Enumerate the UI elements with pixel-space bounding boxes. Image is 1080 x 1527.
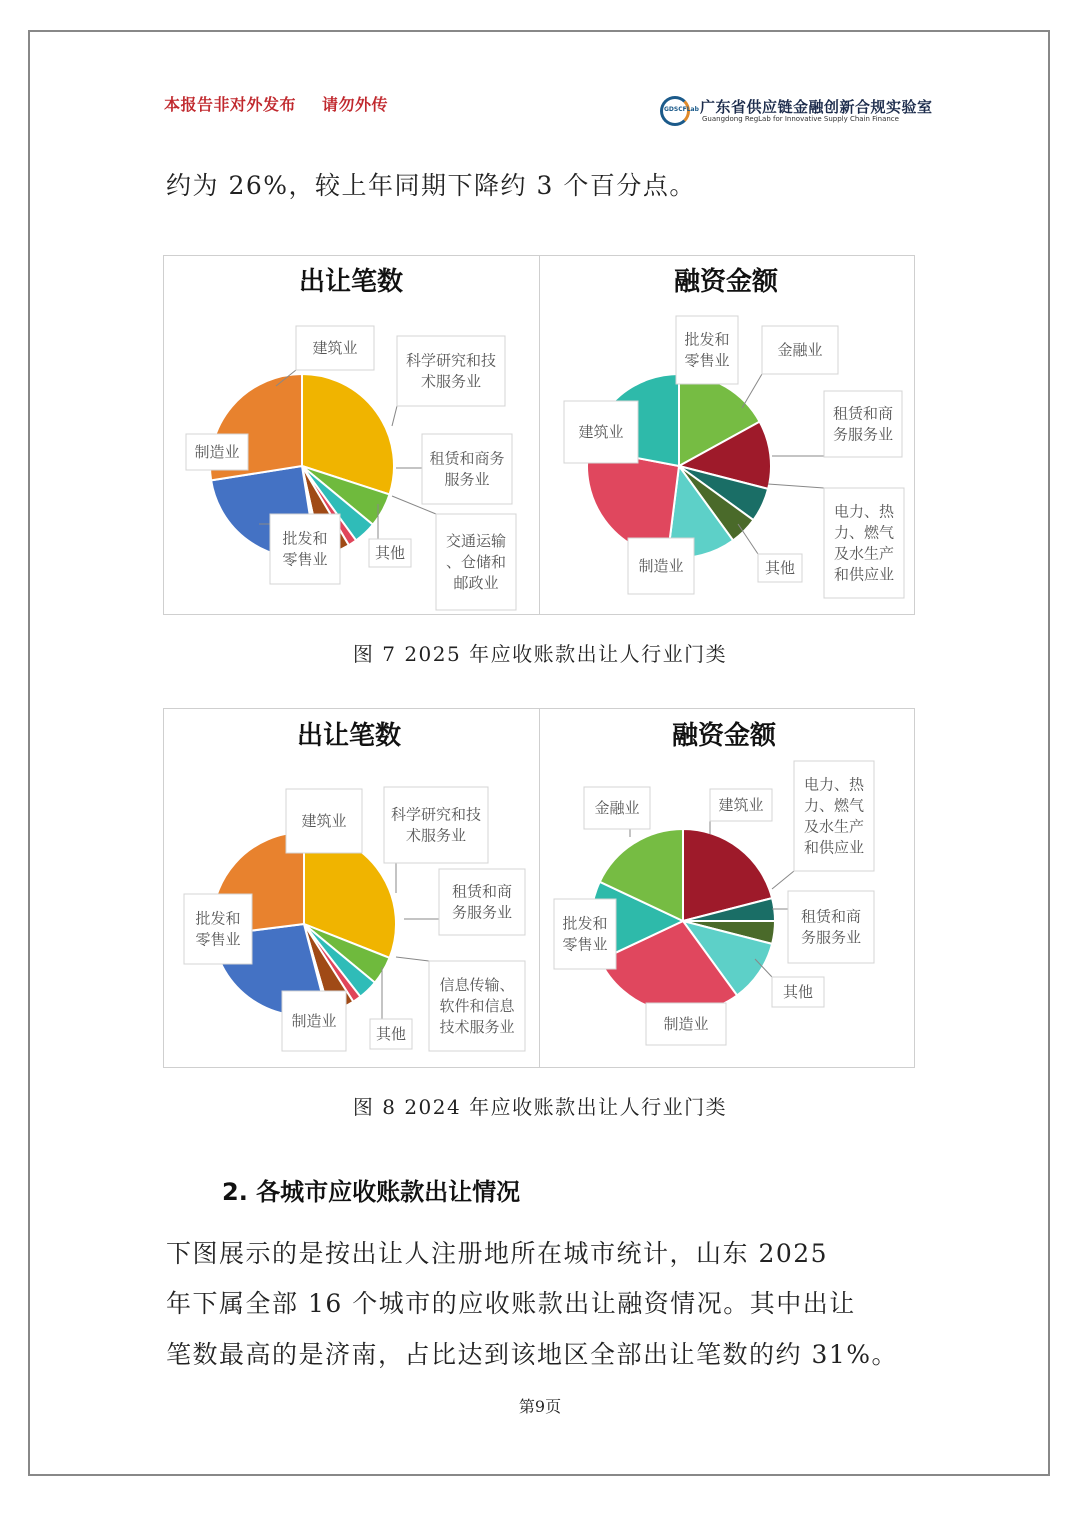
confidential-notice bbox=[164, 92, 388, 115]
pie-chart-4 bbox=[554, 720, 874, 1045]
paragraph-line-3: 笔数最高的是济南，占比达到该地区全部出让笔数的约 31%。 bbox=[166, 1340, 899, 1369]
label-box bbox=[676, 316, 738, 384]
figure-8-charts bbox=[164, 709, 916, 1069]
slice-label: 其他 bbox=[374, 544, 406, 562]
chart-title: 出让笔数 bbox=[296, 721, 402, 751]
logo-mark-text: GDSCFLab bbox=[664, 106, 699, 113]
slice-label: 建筑业 bbox=[312, 339, 358, 357]
slice-label: 制造业 bbox=[194, 443, 240, 461]
slice-label: 交通运输、仓储和邮政业 bbox=[445, 532, 507, 592]
label-box bbox=[439, 869, 525, 935]
slice-label: 其他 bbox=[764, 559, 796, 577]
chart-title: 出让笔数 bbox=[298, 267, 404, 297]
label-leader bbox=[392, 406, 397, 426]
chart-title: 融资金额 bbox=[673, 267, 779, 297]
slice-label: 信息传输、软件和信息技术服务业 bbox=[439, 976, 515, 1036]
label-leader bbox=[772, 871, 794, 889]
label-box bbox=[824, 391, 902, 457]
figure-8-caption: 图 8 2024 年应收账款出让人行业门类 bbox=[352, 1095, 728, 1119]
pie-chart-1 bbox=[186, 267, 516, 610]
logo-name-en: Guangdong RegLab for Innovative Supply Chain Finance bbox=[702, 115, 899, 123]
paragraph-line-1: 下图展示的是按出让人注册地所在城市统计，山东 2025 bbox=[166, 1239, 829, 1268]
slice-label: 批发和零售业 bbox=[195, 909, 241, 949]
slice-label: 其他 bbox=[782, 983, 814, 1001]
slice-label: 建筑业 bbox=[301, 812, 347, 830]
label-box bbox=[384, 787, 488, 863]
label-box bbox=[554, 899, 616, 969]
slice-label: 科学研究和技术服务业 bbox=[405, 351, 497, 391]
logo-name-zh: 广东省供应链金融创新合规实验室 bbox=[700, 98, 933, 116]
slice-label: 其他 bbox=[375, 1025, 407, 1043]
slice-label: 批发和零售业 bbox=[562, 914, 608, 954]
lab-logo bbox=[660, 96, 933, 128]
pie-chart-2 bbox=[564, 266, 904, 598]
slice-label: 租赁和商务服务业 bbox=[832, 404, 894, 444]
notice-left: 本报告非对外发布 bbox=[164, 95, 297, 114]
slice-label: 电力、热力、燃气及水生产和供应业 bbox=[803, 775, 865, 857]
slice-label: 金融业 bbox=[594, 799, 640, 817]
label-leader bbox=[396, 957, 429, 961]
label-leader bbox=[742, 374, 762, 408]
label-leader bbox=[738, 524, 758, 554]
figure-7-charts bbox=[164, 256, 916, 616]
section-heading: 2. 各城市应收账款出让情况 bbox=[222, 1178, 521, 1206]
slice-label: 租赁和商务服务业 bbox=[800, 907, 862, 947]
label-box bbox=[184, 894, 252, 964]
slice-label: 制造业 bbox=[291, 1012, 337, 1030]
slice-label: 建筑业 bbox=[578, 423, 624, 441]
label-box bbox=[397, 336, 505, 406]
slice-label: 租赁和商务服务业 bbox=[451, 882, 513, 922]
figure-7-caption: 图 7 2025 年应收账款出让人行业门类 bbox=[352, 642, 728, 666]
page-number: 第9页 bbox=[518, 1397, 562, 1416]
pie-chart-3 bbox=[184, 721, 525, 1051]
label-leader bbox=[768, 484, 824, 488]
chart-title: 融资金额 bbox=[671, 721, 777, 751]
slice-label: 制造业 bbox=[663, 1015, 709, 1033]
label-box bbox=[788, 891, 874, 963]
slice-label: 科学研究和技术服务业 bbox=[390, 805, 482, 845]
paragraph-line-2: 年下属全部 16 个城市的应收账款出让融资情况。其中出让 bbox=[166, 1289, 856, 1318]
slice-label: 电力、热力、燃气及水生产和供应业 bbox=[833, 502, 895, 584]
slice-label: 金融业 bbox=[777, 341, 823, 359]
figure-7 bbox=[163, 255, 915, 615]
label-box bbox=[270, 514, 340, 584]
slice-label: 建筑业 bbox=[718, 796, 764, 814]
slice-label: 制造业 bbox=[638, 557, 684, 575]
notice-right: 请勿外传 bbox=[322, 95, 389, 114]
label-box bbox=[422, 434, 512, 504]
paragraph-top: 约为 26%，较上年同期下降约 3 个百分点。 bbox=[166, 171, 696, 200]
slice-label: 批发和零售业 bbox=[684, 330, 730, 370]
slice-label: 批发和零售业 bbox=[282, 529, 328, 569]
figure-8 bbox=[163, 708, 915, 1068]
slice-label: 租赁和商务服务业 bbox=[429, 449, 505, 489]
